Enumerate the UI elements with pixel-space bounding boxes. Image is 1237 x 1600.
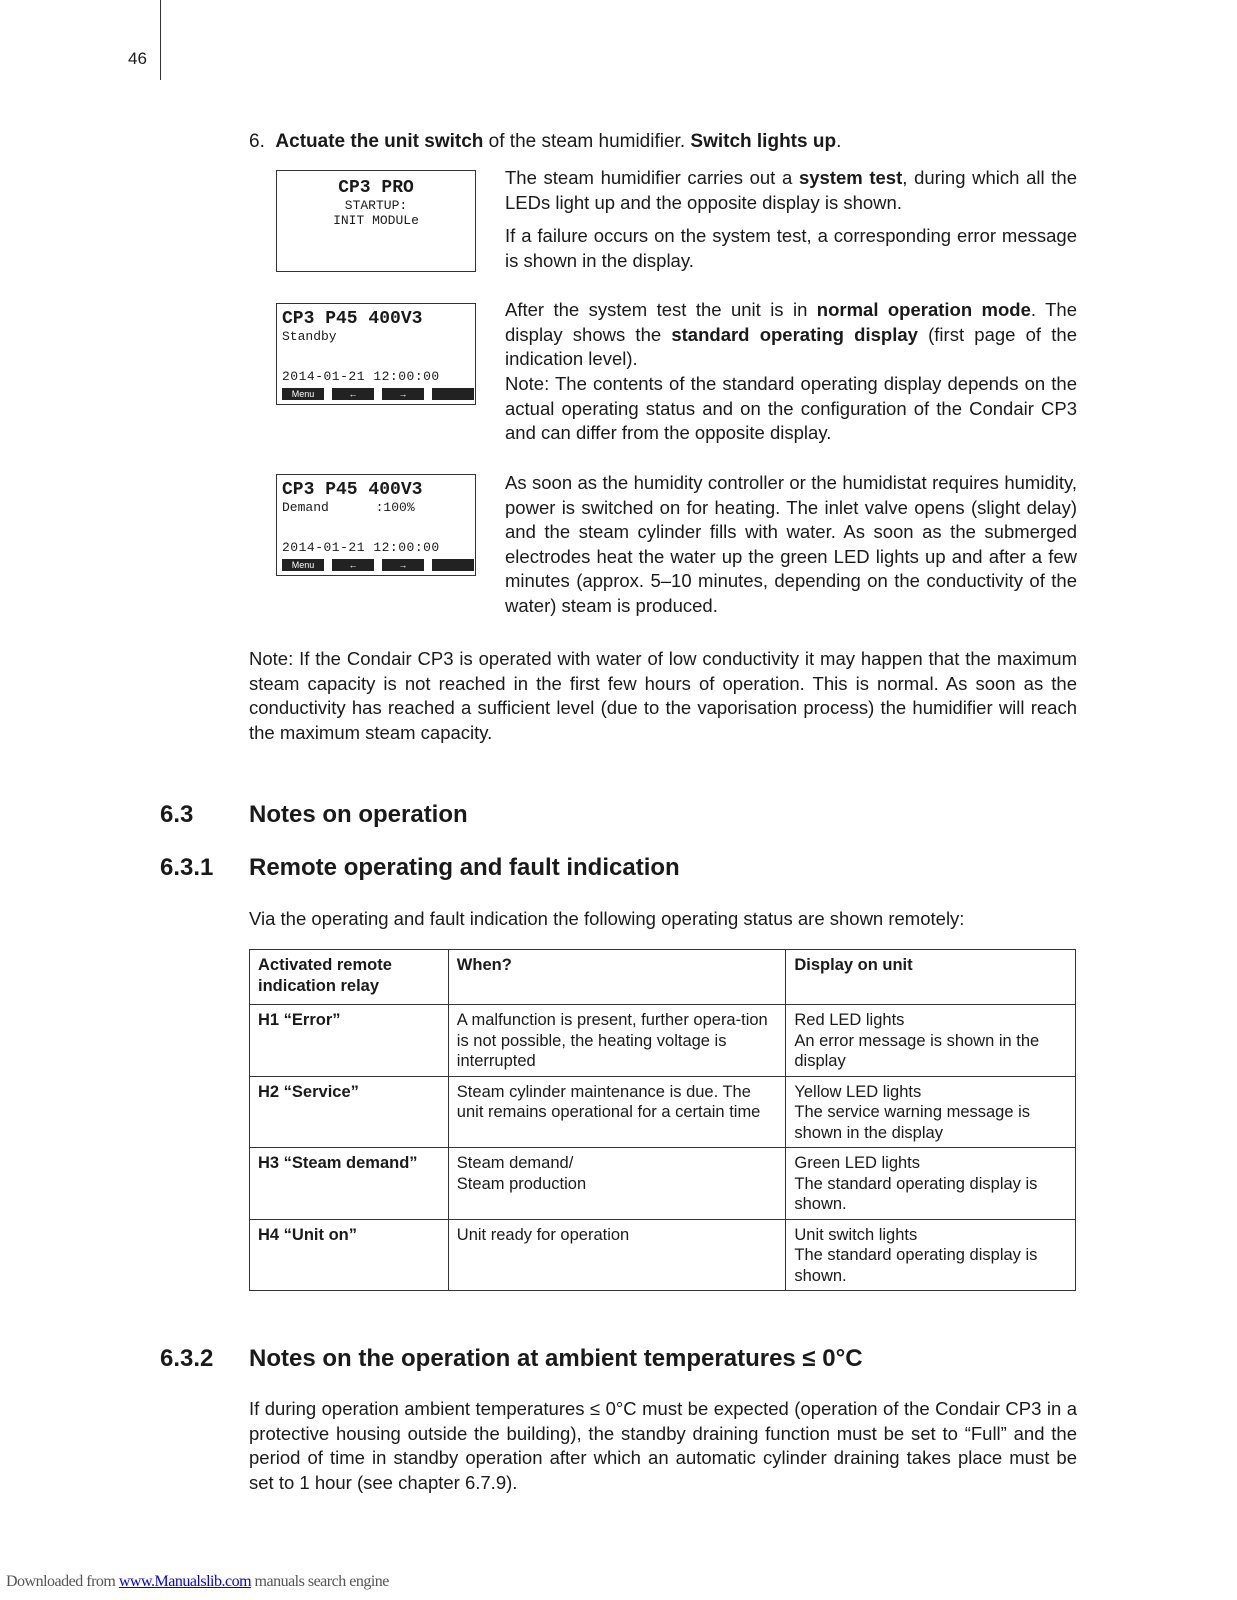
display-line: INIT MODULe <box>333 213 419 228</box>
paragraph-normal-operation <box>505 298 1077 372</box>
table-header: Display on unit <box>786 950 1076 1005</box>
footer-text: manuals search engine <box>251 1573 389 1590</box>
table-cell: Yellow LED lights The service warning message is shown in the display <box>786 1076 1076 1148</box>
display-title: CP3 P45 400V3 <box>282 480 423 500</box>
text-bold: system test <box>798 167 903 188</box>
table-row <box>250 1148 1076 1220</box>
step-6 <box>249 131 841 153</box>
softkey-bar <box>282 559 474 571</box>
step-number: 6. <box>249 131 265 152</box>
right-arrow-softkey: → <box>382 559 424 571</box>
table-cell: Green LED lights The standard operating display is shown. <box>786 1148 1076 1220</box>
page-number: 46 <box>128 49 147 68</box>
subsection-number: 6.3.2 <box>160 1345 214 1372</box>
display-demand <box>276 474 476 576</box>
table-cell: Red LED lights An error message is shown in the display <box>786 1005 1076 1077</box>
paragraph-system-test <box>505 166 1077 215</box>
softkey-bar <box>282 388 474 400</box>
section-number: 6.3 <box>160 801 194 828</box>
margin-rule <box>160 0 161 80</box>
table-row <box>250 1005 1076 1077</box>
display-startup <box>276 170 476 272</box>
right-arrow-softkey: → <box>382 388 424 400</box>
footer-text: Downloaded from <box>6 1573 119 1590</box>
text-run: . The display shows the <box>505 299 1077 345</box>
step-bold-1: Actuate the unit switch <box>275 131 484 152</box>
table-cell: Unit switch lights The standard operating display is shown. <box>786 1219 1076 1291</box>
text-run: (first page of the indication level). <box>505 323 1077 369</box>
text-run: , during which all the LEDs light up and the opposite display is shown. <box>505 167 1077 213</box>
table-cell: Steam demand/ Steam production <box>448 1148 786 1220</box>
step-text-1: of the steam humidifier. <box>483 131 691 152</box>
display-status: Demand :100% <box>282 500 415 515</box>
table-cell: H2 “Service” <box>250 1076 449 1148</box>
display-standby <box>276 303 476 405</box>
left-arrow-softkey: ← <box>332 388 374 400</box>
display-title: CP3 PRO <box>338 178 414 198</box>
table-row <box>250 1076 1076 1148</box>
remote-indication-table <box>249 949 1076 1291</box>
table-cell: H4 “Unit on” <box>250 1219 449 1291</box>
subsection-title: Notes on the operation at ambient temperatures ≤ 0°C <box>249 1345 863 1372</box>
left-arrow-softkey: ← <box>332 559 374 571</box>
blank-softkey <box>432 559 474 571</box>
step-bold-2: Switch lights up <box>690 131 837 152</box>
display-title: CP3 P45 400V3 <box>282 309 423 329</box>
subsection-title: Remote operating and fault indication <box>249 854 680 881</box>
subsection-number: 6.3.1 <box>160 854 214 881</box>
paragraph-humidity-demand: As soon as the humidity controller or the humidistat requires humidity, power is switched on for heating. The inlet valve opens (slight delay) and the steam cylinder fills with water. As soon as the submerged electrodes heat the water up the green LED lights up and after a few minutes (approx. 5–10 minutes, depending on the conductivity of the water) steam is produced. <box>505 472 1077 616</box>
step-text-2: . <box>836 131 842 152</box>
paragraph-note-conductivity: Note: If the Condair CP3 is operated with water of low conductivity it may happen that the maximum steam capacity is not reached in the first few hours of operation. This is normal. As soon as the conductivity has reached a sufficient level (due to the vaporisation process) the humidifier will reach the maximum steam capacity. <box>249 648 1077 743</box>
table-cell: H3 “Steam demand” <box>250 1148 449 1220</box>
table-cell: Unit ready for operation <box>448 1219 786 1291</box>
paragraph-low-temperature: If during operation ambient temperatures ≤ 0°C must be expected (operation of the Condair CP3 in a protective housing outside the building), the standby draining function must be set to “Full” and the period of time in standby operation after which an automatic cylinder draining takes place must be set to 1 hour (see chapter 6.7.9). <box>249 1398 1077 1493</box>
menu-softkey: Menu <box>282 388 324 400</box>
paragraph-remote-intro: Via the operating and fault indication the following operating status are shown remotely: <box>249 908 965 929</box>
display-datetime: 2014-01-21 12:00:00 <box>282 540 440 555</box>
display-status: Standby <box>282 329 337 344</box>
menu-softkey: Menu <box>282 559 324 571</box>
table-row <box>250 1219 1076 1291</box>
table-header: When? <box>448 950 786 1005</box>
blank-softkey <box>432 388 474 400</box>
display-line: STARTUP: <box>344 198 408 213</box>
text-bold: standard operating display <box>671 323 918 345</box>
text-run: The steam humidifier carries out a <box>505 167 799 188</box>
table-header: Activated remote indication relay <box>250 950 449 1005</box>
paragraph-failure: If a failure occurs on the system test, a corresponding error message is shown in the display. <box>505 225 1077 271</box>
table-cell: A malfunction is present, further opera-tion is not possible, the heating voltage is interrupted <box>448 1005 786 1077</box>
display-datetime: 2014-01-21 12:00:00 <box>282 369 440 384</box>
footer <box>6 1573 389 1591</box>
table-cell: H1 “Error” <box>250 1005 449 1077</box>
text-bold: normal operation mode <box>816 299 1031 320</box>
table-cell: Steam cylinder maintenance is due. The unit remains operational for a certain time <box>448 1076 786 1148</box>
table-header-row <box>250 950 1076 1005</box>
section-title: Notes on operation <box>249 801 468 828</box>
footer-link[interactable]: www.Manualslib.com <box>118 1573 252 1590</box>
text-run: After the system test the unit is in <box>505 299 817 320</box>
paragraph-note-display: Note: The contents of the standard operating display depends on the actual operating status and on the configuration of the Condair CP3 and can differ from the opposite display. <box>505 373 1077 443</box>
